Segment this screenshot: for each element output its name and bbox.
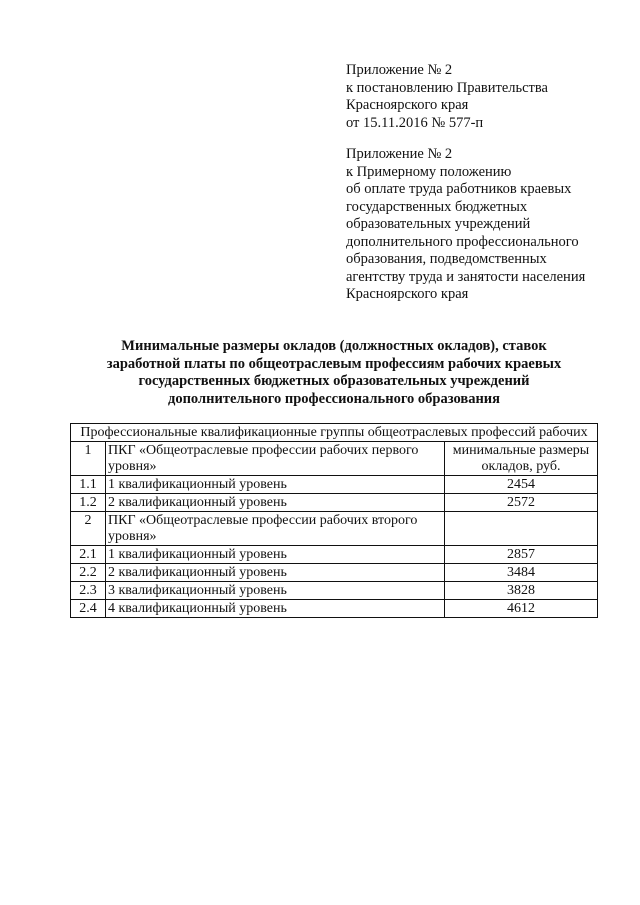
appendix-line: агентству труда и занятости населения [346, 268, 586, 285]
group-row [71, 512, 598, 546]
row-number: 2.2 [71, 564, 106, 582]
row-value: 2454 [445, 476, 598, 494]
row-value: 3828 [445, 582, 598, 600]
table-row [71, 476, 598, 494]
row-number: 2.3 [71, 582, 106, 600]
row-name: 2 квалификационный уровень [106, 494, 445, 512]
appendix-line: от 15.11.2016 № 577-п [346, 114, 484, 131]
table-header-row [71, 424, 598, 442]
title-line: государственных бюджетных образовательных учреждений [138, 373, 530, 389]
appendix-line: Приложение № 2 [346, 146, 453, 162]
row-name: 1 квалификационный уровень [106, 546, 445, 564]
appendix-header-resolution [346, 62, 548, 132]
row-value: 3484 [445, 564, 598, 582]
appendix-line: Красноярского края [346, 286, 469, 302]
group-name: ПКГ «Общеотраслевые профессии рабочих второго уровня» [106, 512, 445, 546]
appendix-line: государственных бюджетных [346, 198, 528, 215]
group-number: 2 [71, 512, 106, 546]
row-number: 2.4 [71, 600, 106, 618]
row-name: 1 квалификационный уровень [106, 476, 445, 494]
group-name: ПКГ «Общеотраслевые профессии рабочих первого уровня» [106, 442, 445, 476]
document-title [70, 338, 598, 408]
group-row [71, 442, 598, 476]
appendix-line: образования, подведомственных [346, 251, 547, 267]
table-row [71, 600, 598, 618]
appendix-line: Красноярского края [346, 97, 469, 113]
row-value: 2572 [445, 494, 598, 512]
value-column-header [445, 512, 598, 546]
appendix-line: к Примерному положению [346, 163, 512, 180]
table-row [71, 582, 598, 600]
table-row [71, 564, 598, 582]
table-header: Профессиональные квалификационные группы общеотраслевых профессий рабочих [71, 424, 598, 442]
appendix-line: к постановлению Правительства [346, 79, 548, 96]
value-column-header: минимальные размеры окладов, руб. [445, 442, 598, 476]
appendix-line: об оплате труда работников краевых [346, 181, 572, 197]
row-name: 3 квалификационный уровень [106, 582, 445, 600]
title-line: Минимальные размеры окладов (должностных окладов), ставок [121, 338, 547, 354]
row-value: 2857 [445, 546, 598, 564]
table-row [71, 546, 598, 564]
title-line: заработной платы по общеотраслевым профессиям рабочих краевых [106, 355, 562, 372]
row-name: 4 квалификационный уровень [106, 600, 445, 618]
row-name: 2 квалификационный уровень [106, 564, 445, 582]
salary-table [70, 423, 598, 618]
appendix-line: образовательных учреждений [346, 216, 531, 232]
table-row [71, 494, 598, 512]
appendix-header-regulation [346, 146, 585, 304]
row-number: 1.2 [71, 494, 106, 512]
group-number: 1 [71, 442, 106, 476]
row-number: 1.1 [71, 476, 106, 494]
appendix-line: дополнительного профессионального [346, 233, 579, 250]
row-number: 2.1 [71, 546, 106, 564]
title-line: дополнительного профессионального образования [167, 390, 500, 407]
appendix-line: Приложение № 2 [346, 62, 453, 78]
row-value: 4612 [445, 600, 598, 618]
